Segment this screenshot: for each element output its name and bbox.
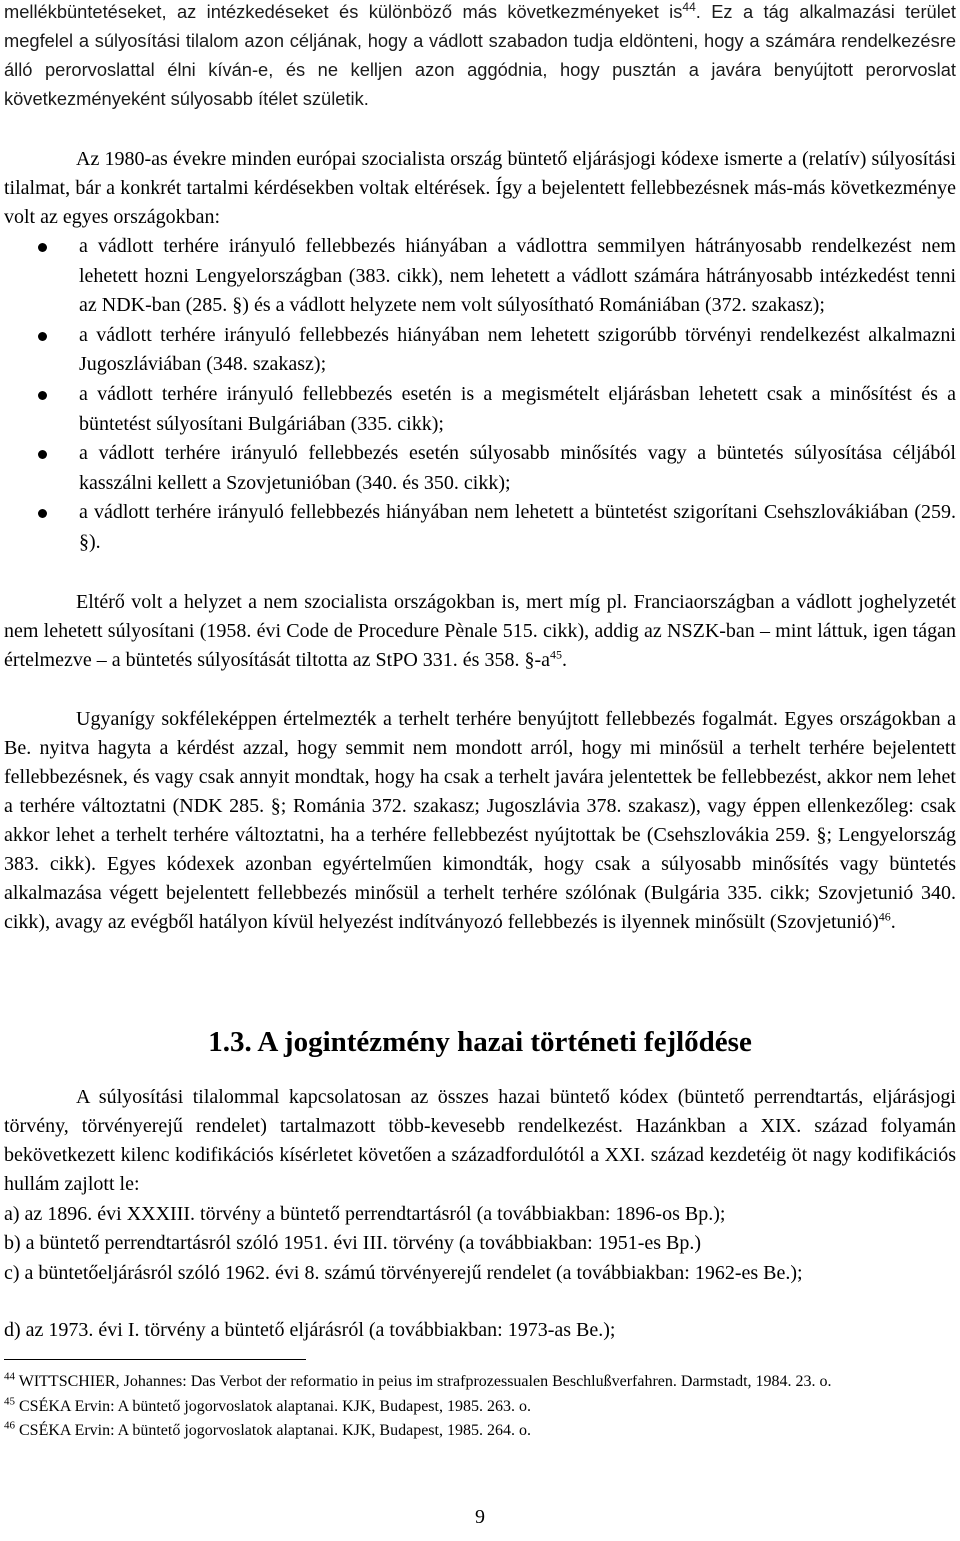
paragraph-3: Eltérő volt a helyzet a nem szocialista országokban is, mert míg pl. Franciaországban a vádlott joghelyzetét nem lehetett súlyosítani (1958. évi Code de Procedure Pènale 515. cikk), addig az NSZK-ban – mint láttuk, igen tágan értelmezve – a büntetés súlyosítását tiltotta az StPO 331. és 358. $\S-a^{45}$. — [4, 591, 956, 671]
codification-list-item: d) az 1973. évi I. törvény a büntető eljárásról (a továbbiakban: 1973-as Be.); — [4, 1319, 616, 1341]
bullet-icon — [38, 243, 47, 252]
bullet-icon — [38, 332, 47, 341]
codification-list-item: a) az 1896. évi XXXIII. törvény a büntető perrendtartásról (a továbbiakban: 1896-os Bp.); — [4, 1203, 726, 1225]
section-heading: 1.3. A jogintézmény hazai történeti fejlődése — [208, 1026, 752, 1058]
paragraph-5: A súlyosítási tilalommal kapcsolatosan az összes hazai büntető kódex (büntető perrendtartás, eljárásjogi törvény, törvényerejű rendelet) tartalmazott több-kevesebb rendelkezést. Hazánkban a XIX. század folyamán bekövetkezett kilenc kodifikációs kísérletet követően a századfordulótól a XXI. század kezdetéig öt nagy kodifikációs hullám zajlott le: — [4, 1086, 956, 1195]
footnote-45: $^{45}$ CSÉKA Ervin: A büntető jogorvoslatok alaptanai. KJK, Budapest, 1985. 263. o. — [4, 1395, 531, 1415]
footnote-44: $^{44}$ WITTSCHIER, Johannes: Das Verbot der reformatio in peius im strafprozessualen Beschlußverfahren. Darmstadt, 1984. 23. o. — [4, 1370, 832, 1390]
page-number: 9 — [475, 1506, 485, 1528]
bullet-item: a vádlott terhére irányuló fellebbezés esetén súlyosabb minősítés vagy a büntetés súlyosítása céljából kasszálni kellett a Szovjetunióban (340. és 350. cikk); — [0, 439, 956, 498]
footnote-ref-45[interactable]: 45 — [550, 647, 562, 662]
bullet-item: a vádlott terhére irányuló fellebbezés hiányában nem lehetett a büntetést szigorítani Csehszlovákiában (259. §). — [0, 498, 956, 557]
bullet-item: a vádlott terhére irányuló fellebbezés hiányában a vádlottra semmilyen hátrányosabb rendelkezést nem lehetett hozni Lengyelországban (383. cikk), nem lehetett a vádlott számára hátrányosabb intézkedést tenni az NDK-ban (285. §) és a vádlott helyzete nem volt súlyosítható Romániában (372. szakasz); — [0, 232, 956, 321]
footnote-46: $^{46}$ CSÉKA Ervin: A büntető jogorvoslatok alaptanai. KJK, Budapest, 1985. 264. o. — [4, 1419, 531, 1439]
footnotes — [4, 1370, 956, 1444]
codification-list-item: c) a büntetőeljárásról szóló 1962. évi 8. számú törvényerejű rendelet (a továbbiakban: 1962-es Be.); — [4, 1262, 803, 1284]
paragraph-2: Az 1980-as évekre minden európai szocialista ország büntető eljárásjogi kódexe ismerte a (relatív) súlyosítási tilalmat, bár a konkrét tartalmi kérdésekben voltak eltérések. Így a bejelentett fellebbezésnek más-más következménye volt az egyes országokban: — [4, 148, 956, 228]
footnote-ref-44[interactable]: 44 — [682, 0, 696, 14]
country-bullet-list — [0, 232, 956, 558]
footnote-divider — [4, 1359, 306, 1360]
bullet-icon — [38, 391, 47, 400]
bullet-icon — [38, 509, 47, 518]
footnote-ref-46[interactable]: 46 — [878, 909, 891, 924]
bullet-item: a vádlott terhére irányuló fellebbezés hiányában nem lehetett szigorúbb törvényi rendelkezést alkalmazni Jugoszláviában (348. szakasz); — [0, 321, 956, 380]
codification-list-item: b) a büntető perrendtartásról szóló 1951. évi III. törvény (a továbbiakban: 1951-es Bp.) — [4, 1232, 702, 1254]
bullet-item: a vádlott terhére irányuló fellebbezés esetén is a megismételt eljárásban lehetett csak a minősítést és a büntetést súlyosítani Bulgáriában (335. cikk); — [0, 380, 956, 439]
paragraph-1: mellékbüntetéseket, az intézkedéseket és különböző más következményeket $is^{44}$. Ez a tág alkalmazási terület megfelel a súlyosítási tilalom azon céljának, hogy a vádlott szabadon tudja eldönteni, hogy a számára rendelkezésre álló perorvoslattal élni kíván-e, és ne kelljen azon aggódnia, hogy pusztán a javára benyújtott perorvoslat következményeként súlyosabb ítélet születik. — [4, 0, 957, 109]
paragraph-4: Ugyanígy sokféleképpen értelmezték a terhelt terhére benyújtott fellebbezés fogalmát. Egyes országokban a Be. nyitva hagyta a kérdést azzal, hogy semmit nem mondott arról, hogy mi minősül a terhelt terhére bejelentett fellebbezésnek, és vagy csak annyit mondtak, hogy ha csak a terhelt javára jelentettek be fellebbezést, akkor nem lehet a terhére változtatni (NDK 285. §; Románia 372. szakasz; Jugoszlávia 378. szakasz), vagy éppen ellenkezőleg: csak akkor lehet a terhelt terhére változtatni, ha a terhére fellebbezést nyújtottak be (Csehszlovákia 259. §; Lengyelország 383. cikk). Egyes kódexek azonban egyértelműen kimondták, hogy csak a súlyosabb minősítés vagy büntetés alkalmazása végett bejelentett fellebbezés minősül a terhelt terhére szólónak (Bulgária 335. cikk; Szovjetunió 340. cikk), avagy az evégből hatályon kívül helyezést indítványozó fellebbezés is ilyennek minősült (Szovjetunió)$^{46}$. — [4, 708, 956, 933]
bullet-icon — [38, 450, 47, 459]
